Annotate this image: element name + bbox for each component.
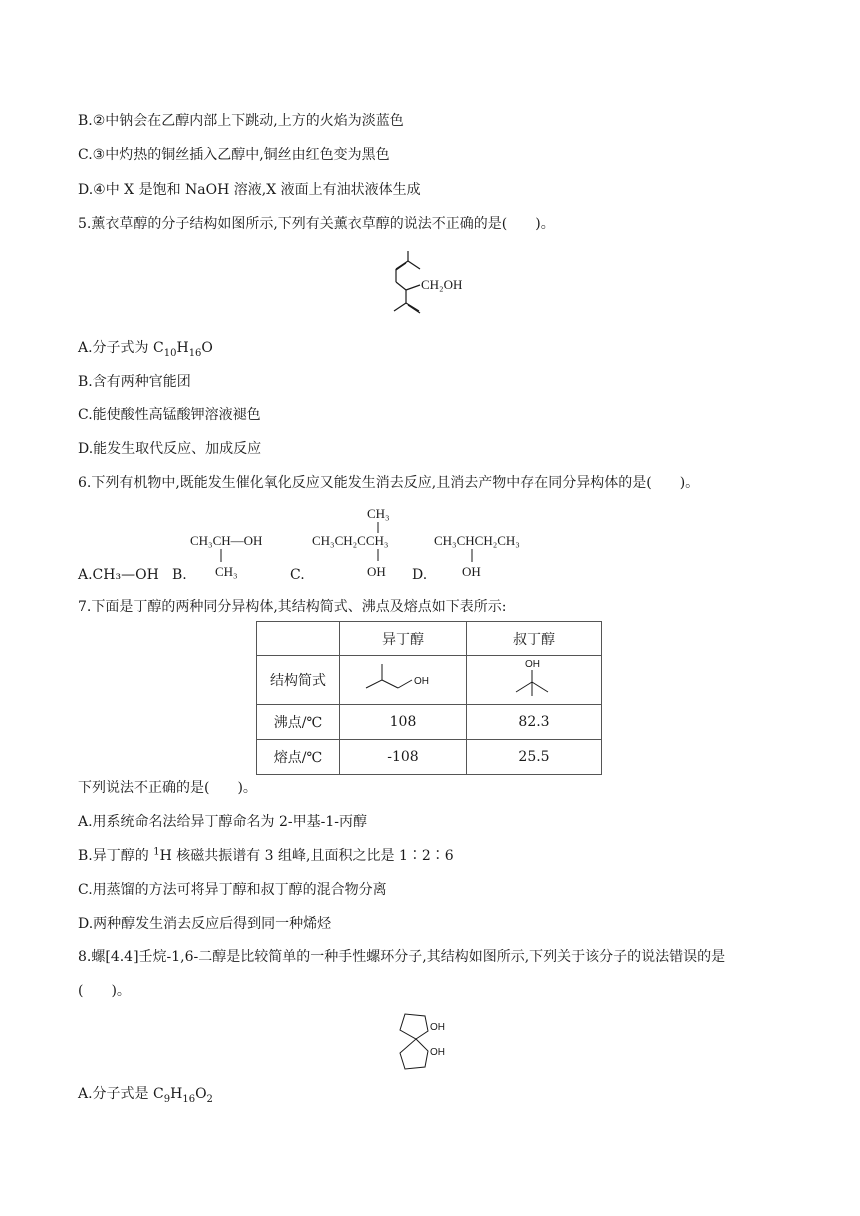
q8-answer-paren: ( )。 [78, 983, 131, 999]
q7-stem: 7.下面是丁醇的两种同分异构体,其结构简式、沸点及熔点如下表所示: [78, 599, 507, 615]
q6-option-d-structure [434, 528, 544, 580]
q7-b-isotope: 1 [153, 846, 160, 858]
lavandulol-ch2oh-label: CH₂OH [421, 277, 463, 292]
q6-b-branch-formula: CH₃ [215, 564, 238, 579]
q6-c-oh-label: OH [367, 564, 386, 579]
isobutanol-structure-cell [340, 656, 467, 705]
table-label-melting-point: 熔点/℃ [257, 740, 340, 775]
tert-butanol-structure-cell [467, 656, 602, 705]
table-corner-cell [257, 622, 340, 656]
table-label-boiling-point: 沸点/℃ [257, 705, 340, 740]
spiro-oh-upper: OH [430, 1022, 445, 1033]
isobutanol-oh-label: OH [414, 676, 429, 687]
q7-option-a: A.用系统命名法给异丁醇命名为 2-甲基-1-丙醇 [78, 814, 368, 830]
q5-option-b: B.含有两种官能团 [78, 374, 191, 390]
q8-a-c-count: 9 [163, 1093, 171, 1105]
q6-c-main-formula: CH₃CH₂CCH₃ [312, 533, 389, 548]
q4-option-d: D.④中 X 是饱和 NaOH 溶液,X 液面上有油状液体生成 [78, 182, 421, 198]
table-row-melting-point [257, 740, 602, 775]
q5-a-c-count: 10 [163, 347, 177, 359]
table-header-row [257, 622, 602, 656]
table-row-structure [257, 656, 602, 705]
q4-option-b: B.②中钠会在乙醇内部上下跳动,上方的火焰为淡蓝色 [78, 113, 404, 129]
q7-option-b [78, 846, 454, 866]
tert-butanol-boiling-point: 82.3 [467, 705, 602, 740]
q5-stem: 5.薰衣草醇的分子结构如图所示,下列有关薰衣草醇的说法不正确的是( )。 [78, 216, 555, 232]
q6-option-c: C. [290, 567, 305, 583]
table-header-isobutanol: 异丁醇 [340, 622, 467, 656]
spiro-nonanediol-structure [392, 1006, 472, 1078]
q8-a-o: O [195, 1086, 207, 1102]
q6-stem: 6.下列有机物中,既能发生催化氧化反应又能发生消去反应,且消去产物中存在同分异构体的是( )。 [78, 475, 700, 491]
q7-b-text-pre: B.异丁醇的 [78, 848, 154, 864]
q5-a-o: O [201, 340, 213, 356]
q5-a-text: A.分子式为 C [78, 340, 164, 356]
lavandulol-structure [370, 248, 490, 323]
butanol-properties-table [256, 621, 602, 775]
q8-a-h: H [170, 1086, 183, 1102]
isobutanol-skeletal-formula [358, 658, 448, 698]
tert-butanol-skeletal-formula [494, 656, 574, 700]
q5-a-h-count: 16 [188, 347, 202, 359]
q5-option-d: D.能发生取代反应、加成反应 [78, 441, 262, 457]
q6-d-main-formula: CH₃CHCH₂CH₃ [434, 533, 520, 548]
q4-option-c: C.③中灼热的铜丝插入乙醇中,铜丝由红色变为黑色 [78, 147, 390, 163]
q6-c-top-formula: CH₃ [367, 506, 390, 521]
q6-option-d: D. [412, 567, 428, 583]
q5-option-c: C.能使酸性高锰酸钾溶液褪色 [78, 407, 261, 423]
q8-stem: 8.螺[4.4]壬烷-1,6-二醇是比较简单的一种手性螺环分子,其结构如图所示,下列关于该分子的说法错误的是 [78, 949, 726, 965]
q6-option-c-structure [312, 503, 412, 581]
spiro-oh-lower: OH [430, 1047, 445, 1058]
q8-a-o-count: 2 [206, 1093, 213, 1105]
q7-option-c: C.用蒸馏的方法可将异丁醇和叔丁醇的混合物分离 [78, 882, 387, 898]
q7-option-d: D.两种醇发生消去反应后得到同一种烯烃 [78, 916, 332, 932]
table-row-boiling-point [257, 705, 602, 740]
q6-option-b: B. [172, 567, 187, 583]
q6-option-b-structure [190, 528, 290, 580]
tert-butanol-melting-point: 25.5 [467, 740, 602, 775]
q5-option-a [78, 338, 213, 358]
q8-option-a [78, 1084, 213, 1104]
tert-butanol-oh-label: OH [525, 659, 540, 670]
q6-option-a: A.CH₃—OH [78, 567, 159, 583]
q7-ask: 下列说法不正确的是( )。 [78, 780, 257, 796]
q8-a-text: A.分子式是 C [78, 1086, 164, 1102]
q6-b-main-formula: CH₃CH—OH [190, 533, 263, 548]
table-header-tert-butanol: 叔丁醇 [467, 622, 602, 656]
q5-a-h: H [176, 340, 189, 356]
q6-d-oh-label: OH [462, 564, 481, 579]
isobutanol-boiling-point: 108 [340, 705, 467, 740]
table-label-structure: 结构简式 [257, 656, 340, 705]
isobutanol-melting-point: -108 [340, 740, 467, 775]
q7-b-text-post: H 核磁共振谱有 3 组峰,且面积之比是 1∶2∶6 [159, 848, 454, 864]
q8-a-h-count: 16 [182, 1093, 196, 1105]
